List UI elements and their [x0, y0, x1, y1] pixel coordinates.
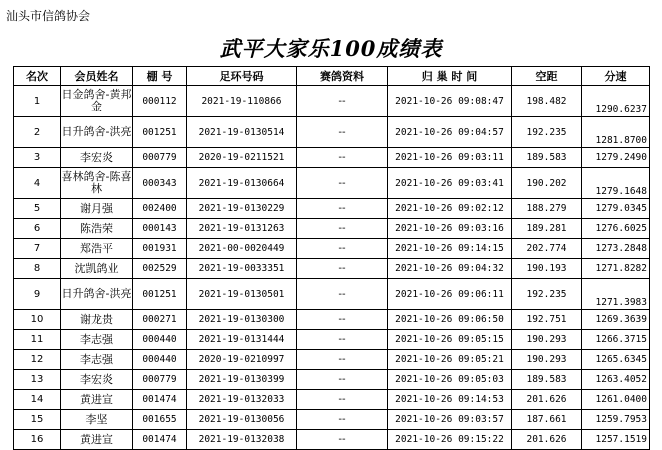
col-header-info: 赛鸽资料 — [297, 67, 388, 86]
info-cell: -- — [297, 430, 388, 450]
table-body — [14, 86, 650, 450]
table-row — [14, 350, 650, 370]
distance-cell: 192.751 — [512, 310, 582, 330]
ring-cell: 2021-19-0130664 — [187, 168, 297, 199]
info-cell: -- — [297, 168, 388, 199]
table-row — [14, 390, 650, 410]
speed-cell: 1263.4052 — [582, 370, 650, 390]
member-cell: 日升鸽舍-洪亮 — [61, 117, 133, 148]
info-cell: -- — [297, 199, 388, 219]
speed-cell: 1269.3639 — [582, 310, 650, 330]
arrival-time-cell: 2021-10-26 09:14:15 — [388, 239, 512, 259]
info-cell: -- — [297, 219, 388, 239]
arrival-time-cell: 2021-10-26 09:06:50 — [388, 310, 512, 330]
distance-cell: 190.293 — [512, 350, 582, 370]
info-cell: -- — [297, 259, 388, 279]
header-row — [14, 67, 650, 86]
table-row — [14, 199, 650, 219]
table-row — [14, 370, 650, 390]
rank-cell: 5 — [14, 199, 61, 219]
info-cell: -- — [297, 390, 388, 410]
ring-cell: 2021-19-0130300 — [187, 310, 297, 330]
member-cell: 李志强 — [61, 330, 133, 350]
arrival-time-cell: 2021-10-26 09:14:53 — [388, 390, 512, 410]
ring-cell: 2020-19-0211521 — [187, 148, 297, 168]
member-cell: 谢月强 — [61, 199, 133, 219]
ring-cell: 2021-19-0131444 — [187, 330, 297, 350]
loft-cell: 000779 — [133, 370, 187, 390]
speed-cell: 1266.3715 — [582, 330, 650, 350]
table-row — [14, 239, 650, 259]
member-cell: 黄进宣 — [61, 430, 133, 450]
rank-cell: 4 — [14, 168, 61, 199]
rank-cell: 7 — [14, 239, 61, 259]
speed-cell: 1259.7953 — [582, 410, 650, 430]
arrival-time-cell: 2021-10-26 09:03:57 — [388, 410, 512, 430]
ring-cell: 2021-19-0130399 — [187, 370, 297, 390]
ring-cell: 2021-19-0130501 — [187, 279, 297, 310]
info-cell: -- — [297, 148, 388, 168]
arrival-time-cell: 2021-10-26 09:03:16 — [388, 219, 512, 239]
member-cell: 郑浩平 — [61, 239, 133, 259]
member-cell: 李宏炎 — [61, 370, 133, 390]
page-title: 武平大家乐100成绩表 — [219, 36, 443, 61]
speed-cell: 1279.2490 — [582, 148, 650, 168]
arrival-time-cell: 2021-10-26 09:05:03 — [388, 370, 512, 390]
arrival-time-cell: 2021-10-26 09:04:32 — [388, 259, 512, 279]
loft-cell: 000440 — [133, 330, 187, 350]
ring-cell: 2021-19-110866 — [187, 86, 297, 117]
rank-cell: 10 — [14, 310, 61, 330]
info-cell: -- — [297, 410, 388, 430]
loft-cell: 000112 — [133, 86, 187, 117]
loft-cell: 000271 — [133, 310, 187, 330]
rank-cell: 9 — [14, 279, 61, 310]
speed-cell: 1261.0400 — [582, 390, 650, 410]
distance-cell: 190.193 — [512, 259, 582, 279]
member-cell: 日升鸽舍-洪亮 — [61, 279, 133, 310]
ring-cell: 2021-00-0020449 — [187, 239, 297, 259]
distance-cell: 202.774 — [512, 239, 582, 259]
results-table — [13, 66, 650, 450]
distance-cell: 192.235 — [512, 279, 582, 310]
loft-cell: 000143 — [133, 219, 187, 239]
ring-cell: 2021-19-0130229 — [187, 199, 297, 219]
info-cell: -- — [297, 279, 388, 310]
distance-cell: 187.661 — [512, 410, 582, 430]
rank-cell: 11 — [14, 330, 61, 350]
speed-cell: 1276.6025 — [582, 219, 650, 239]
arrival-time-cell: 2021-10-26 09:03:11 — [388, 148, 512, 168]
rank-cell: 8 — [14, 259, 61, 279]
info-cell: -- — [297, 117, 388, 148]
table-row — [14, 117, 650, 148]
table-row — [14, 430, 650, 450]
loft-cell: 002529 — [133, 259, 187, 279]
table-row — [14, 168, 650, 199]
info-cell: -- — [297, 330, 388, 350]
member-cell: 陈浩荣 — [61, 219, 133, 239]
arrival-time-cell: 2021-10-26 09:08:47 — [388, 86, 512, 117]
speed-cell: 1279.1648 — [582, 168, 650, 199]
rank-cell: 2 — [14, 117, 61, 148]
ring-cell: 2021-19-0131263 — [187, 219, 297, 239]
table-row — [14, 86, 650, 117]
arrival-time-cell: 2021-10-26 09:04:57 — [388, 117, 512, 148]
ring-cell: 2021-19-0130056 — [187, 410, 297, 430]
member-cell: 日金鸽舍-黄邦金 — [61, 86, 133, 117]
ring-cell: 2021-19-0130514 — [187, 117, 297, 148]
member-cell: 黄进宣 — [61, 390, 133, 410]
speed-cell: 1271.3983 — [582, 279, 650, 310]
info-cell: -- — [297, 239, 388, 259]
arrival-time-cell: 2021-10-26 09:06:11 — [388, 279, 512, 310]
distance-cell: 190.293 — [512, 330, 582, 350]
distance-cell: 190.202 — [512, 168, 582, 199]
info-cell: -- — [297, 310, 388, 330]
ring-cell: 2021-19-0132038 — [187, 430, 297, 450]
col-header-member: 会员姓名 — [61, 67, 133, 86]
speed-cell: 1281.8700 — [582, 117, 650, 148]
ring-cell: 2020-19-0210997 — [187, 350, 297, 370]
rank-cell: 1 — [14, 86, 61, 117]
table-row — [14, 259, 650, 279]
loft-cell: 002400 — [133, 199, 187, 219]
col-header-time: 归 巢 时 间 — [388, 67, 512, 86]
speed-cell: 1257.1519 — [582, 430, 650, 450]
col-header-ring: 足环号码 — [187, 67, 297, 86]
rank-cell: 14 — [14, 390, 61, 410]
speed-cell: 1265.6345 — [582, 350, 650, 370]
distance-cell: 198.482 — [512, 86, 582, 117]
info-cell: -- — [297, 370, 388, 390]
rank-cell: 16 — [14, 430, 61, 450]
loft-cell: 001474 — [133, 430, 187, 450]
loft-cell: 000343 — [133, 168, 187, 199]
distance-cell: 189.281 — [512, 219, 582, 239]
speed-cell: 1279.0345 — [582, 199, 650, 219]
rank-cell: 3 — [14, 148, 61, 168]
loft-cell: 001251 — [133, 279, 187, 310]
distance-cell: 201.626 — [512, 430, 582, 450]
table-row — [14, 279, 650, 310]
speed-cell: 1290.6237 — [582, 86, 650, 117]
arrival-time-cell: 2021-10-26 09:05:21 — [388, 350, 512, 370]
ring-cell: 2021-19-0132033 — [187, 390, 297, 410]
table-row — [14, 148, 650, 168]
table-row — [14, 330, 650, 350]
table-row — [14, 310, 650, 330]
ring-cell: 2021-19-0033351 — [187, 259, 297, 279]
member-cell: 李宏炎 — [61, 148, 133, 168]
distance-cell: 189.583 — [512, 148, 582, 168]
info-cell: -- — [297, 350, 388, 370]
member-cell: 李坚 — [61, 410, 133, 430]
distance-cell: 201.626 — [512, 390, 582, 410]
rank-cell: 6 — [14, 219, 61, 239]
loft-cell: 001251 — [133, 117, 187, 148]
col-header-loft: 棚 号 — [133, 67, 187, 86]
loft-cell: 001474 — [133, 390, 187, 410]
speed-cell: 1273.2848 — [582, 239, 650, 259]
col-header-distance: 空距 — [512, 67, 582, 86]
loft-cell: 000779 — [133, 148, 187, 168]
distance-cell: 192.235 — [512, 117, 582, 148]
col-header-rank: 名次 — [14, 67, 61, 86]
distance-cell: 189.583 — [512, 370, 582, 390]
loft-cell: 000440 — [133, 350, 187, 370]
table-row — [14, 219, 650, 239]
rank-cell: 13 — [14, 370, 61, 390]
loft-cell: 001655 — [133, 410, 187, 430]
arrival-time-cell: 2021-10-26 09:05:15 — [388, 330, 512, 350]
speed-cell: 1271.8282 — [582, 259, 650, 279]
organization-name: 汕头市信鸽协会 — [6, 9, 91, 23]
member-cell: 沈凯鸽业 — [61, 259, 133, 279]
rank-cell: 12 — [14, 350, 61, 370]
arrival-time-cell: 2021-10-26 09:03:41 — [388, 168, 512, 199]
info-cell: -- — [297, 86, 388, 117]
arrival-time-cell: 2021-10-26 09:15:22 — [388, 430, 512, 450]
distance-cell: 188.279 — [512, 199, 582, 219]
arrival-time-cell: 2021-10-26 09:02:12 — [388, 199, 512, 219]
col-header-speed: 分速 — [582, 67, 650, 86]
rank-cell: 15 — [14, 410, 61, 430]
loft-cell: 001931 — [133, 239, 187, 259]
table-row — [14, 410, 650, 430]
member-cell: 喜林鸽舍-陈喜林 — [61, 168, 133, 199]
member-cell: 谢龙贵 — [61, 310, 133, 330]
member-cell: 李志强 — [61, 350, 133, 370]
